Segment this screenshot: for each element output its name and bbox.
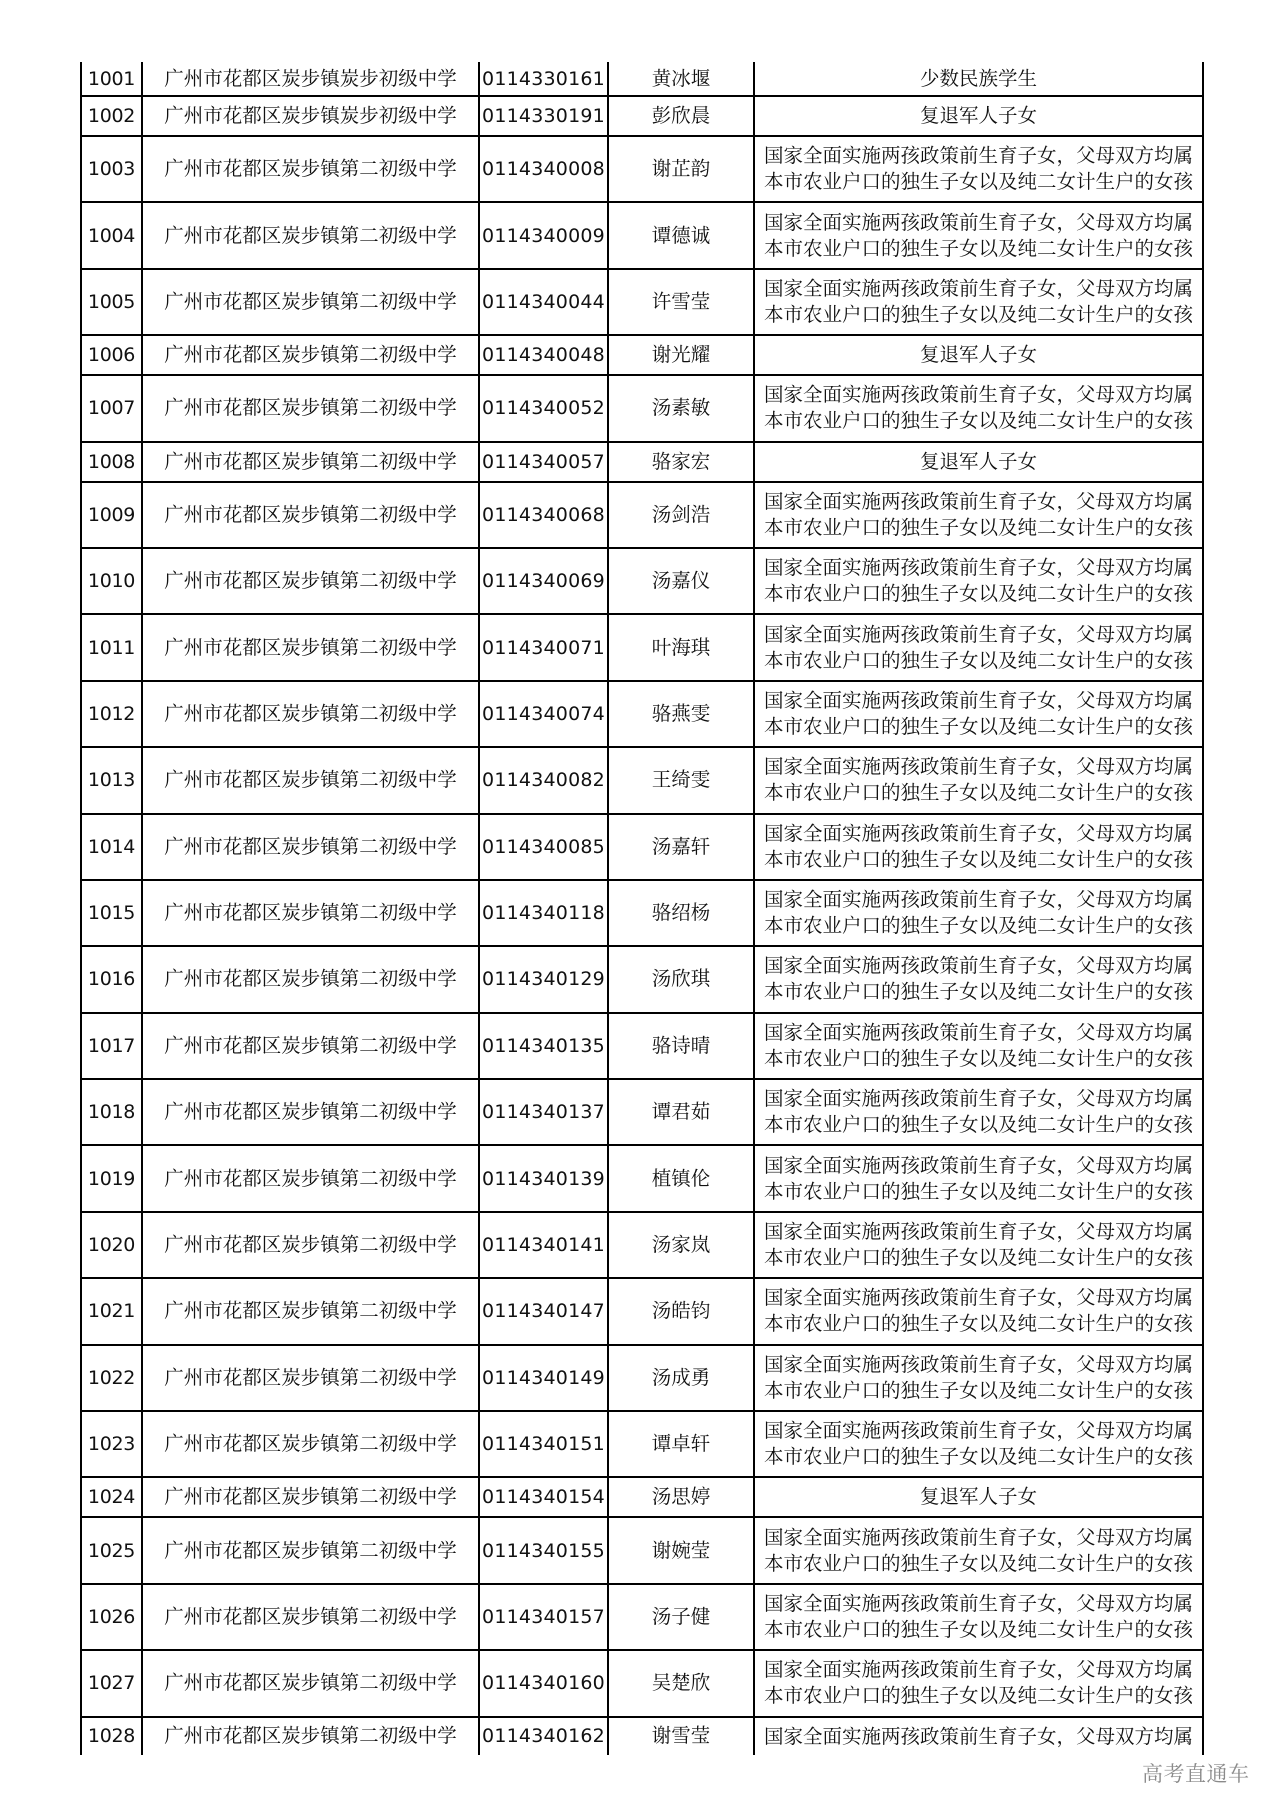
school-name-cell: 广州市花都区炭步镇第二初级中学 (142, 1278, 479, 1344)
row-number-cell: 1008 (81, 442, 142, 482)
category-cell (754, 1345, 1203, 1411)
student-name-cell: 汤家岚 (608, 1212, 754, 1278)
student-list-table-container (80, 62, 1202, 1755)
table-row (81, 482, 1203, 548)
category-cell (754, 96, 1203, 136)
category-text-line: 复退军人子女 (919, 343, 1037, 367)
school-name-cell: 广州市花都区炭步镇第二初级中学 (142, 747, 479, 813)
category-text-line: 国家全面实施两孩政策前生育子女，父母双方均属 (763, 1724, 1193, 1748)
table-row (81, 375, 1203, 441)
category-cell (754, 1717, 1203, 1755)
student-name-cell: 汤皓钧 (608, 1278, 754, 1344)
row-number-cell: 1017 (81, 1013, 142, 1079)
student-id-cell: 0114340151 (479, 1411, 608, 1477)
student-name-cell: 谢光耀 (608, 335, 754, 375)
row-number-cell: 1002 (81, 96, 142, 136)
table-row (81, 1717, 1203, 1755)
student-name-cell: 谢婉莹 (608, 1517, 754, 1583)
row-number-cell: 1001 (81, 62, 142, 96)
category-text-line: 本市农业户口的独生子女以及纯二女计生户的女孩 (763, 1684, 1193, 1708)
table-row (81, 1079, 1203, 1145)
category-cell (754, 1212, 1203, 1278)
category-text-line: 国家全面实施两孩政策前生育子女，父母双方均属 (763, 1220, 1193, 1244)
student-id-cell: 0114340057 (479, 442, 608, 482)
school-name-cell: 广州市花都区炭步镇第二初级中学 (142, 269, 479, 335)
category-cell (754, 62, 1203, 96)
category-cell (754, 880, 1203, 946)
category-cell (754, 1013, 1203, 1079)
category-cell (754, 614, 1203, 680)
category-text-line: 国家全面实施两孩政策前生育子女，父母双方均属 (763, 383, 1193, 407)
category-cell (754, 747, 1203, 813)
category-text-line: 国家全面实施两孩政策前生育子女，父母双方均属 (763, 144, 1193, 168)
category-text-line: 本市农业户口的独生子女以及纯二女计生户的女孩 (763, 1312, 1193, 1336)
student-id-cell: 0114340154 (479, 1477, 608, 1517)
category-cell (754, 1584, 1203, 1650)
row-number-cell: 1022 (81, 1345, 142, 1411)
student-id-cell: 0114340052 (479, 375, 608, 441)
table-row (81, 814, 1203, 880)
table-row (81, 1584, 1203, 1650)
category-text-line: 本市农业户口的独生子女以及纯二女计生户的女孩 (763, 1113, 1193, 1137)
table-row (81, 1650, 1203, 1716)
category-text-line: 本市农业户口的独生子女以及纯二女计生户的女孩 (763, 1046, 1193, 1070)
student-name-cell: 汤思婷 (608, 1477, 754, 1517)
row-number-cell: 1006 (81, 335, 142, 375)
row-number-cell: 1010 (81, 548, 142, 614)
row-number-cell: 1020 (81, 1212, 142, 1278)
category-cell (754, 1477, 1203, 1517)
school-name-cell: 广州市花都区炭步镇炭步初级中学 (142, 62, 479, 96)
row-number-cell: 1009 (81, 482, 142, 548)
school-name-cell: 广州市花都区炭步镇第二初级中学 (142, 814, 479, 880)
category-cell (754, 269, 1203, 335)
student-name-cell: 谭君茹 (608, 1079, 754, 1145)
student-id-cell: 0114340085 (479, 814, 608, 880)
student-id-cell: 0114340009 (479, 202, 608, 268)
row-number-cell: 1014 (81, 814, 142, 880)
student-id-cell: 0114330161 (479, 62, 608, 96)
category-text-line: 本市农业户口的独生子女以及纯二女计生户的女孩 (763, 980, 1193, 1004)
category-text-line: 本市农业户口的独生子女以及纯二女计生户的女孩 (763, 714, 1193, 738)
table-body (81, 62, 1203, 1755)
category-text-line: 本市农业户口的独生子女以及纯二女计生户的女孩 (763, 1551, 1193, 1575)
table-row (81, 1411, 1203, 1477)
row-number-cell: 1016 (81, 946, 142, 1012)
school-name-cell: 广州市花都区炭步镇第二初级中学 (142, 1079, 479, 1145)
category-cell (754, 482, 1203, 548)
category-text-line: 少数民族学生 (919, 66, 1037, 90)
table-row (81, 614, 1203, 680)
student-name-cell: 汤剑浩 (608, 482, 754, 548)
category-cell (754, 136, 1203, 202)
student-name-cell: 汤素敏 (608, 375, 754, 441)
table-row (81, 335, 1203, 375)
category-cell (754, 202, 1203, 268)
school-name-cell: 广州市花都区炭步镇第二初级中学 (142, 1717, 479, 1755)
student-id-cell: 0114340157 (479, 1584, 608, 1650)
category-text-line: 国家全面实施两孩政策前生育子女，父母双方均属 (763, 276, 1193, 300)
school-name-cell: 广州市花都区炭步镇第二初级中学 (142, 1013, 479, 1079)
category-text-line: 国家全面实施两孩政策前生育子女，父母双方均属 (763, 1592, 1193, 1615)
category-text-line: 国家全面实施两孩政策前生育子女，父母双方均属 (763, 556, 1193, 580)
category-text-line: 本市农业户口的独生子女以及纯二女计生户的女孩 (763, 236, 1193, 260)
category-cell (754, 946, 1203, 1012)
category-text-line: 本市农业户口的独生子女以及纯二女计生户的女孩 (763, 1445, 1193, 1469)
school-name-cell: 广州市花都区炭步镇第二初级中学 (142, 681, 479, 747)
category-text-line: 国家全面实施两孩政策前生育子女，父母双方均属 (763, 1525, 1193, 1549)
student-id-cell: 0114340069 (479, 548, 608, 614)
category-text-line: 本市农业户口的独生子女以及纯二女计生户的女孩 (763, 1378, 1193, 1402)
student-name-cell: 骆燕雯 (608, 681, 754, 747)
category-text-line: 本市农业户口的独生子女以及纯二女计生户的女孩 (763, 914, 1193, 938)
table-row (81, 1212, 1203, 1278)
category-text-line: 国家全面实施两孩政策前生育子女，父母双方均属 (763, 1020, 1193, 1044)
row-number-cell: 1023 (81, 1411, 142, 1477)
student-id-cell: 0114340160 (479, 1650, 608, 1716)
student-id-cell: 0114340068 (479, 482, 608, 548)
school-name-cell: 广州市花都区炭步镇第二初级中学 (142, 1411, 479, 1477)
row-number-cell: 1028 (81, 1717, 142, 1755)
table-row (81, 548, 1203, 614)
student-name-cell: 许雪莹 (608, 269, 754, 335)
school-name-cell: 广州市花都区炭步镇第二初级中学 (142, 1145, 479, 1211)
school-name-cell: 广州市花都区炭步镇第二初级中学 (142, 1477, 479, 1517)
category-text-line: 本市农业户口的独生子女以及纯二女计生户的女孩 (763, 1179, 1193, 1203)
category-text-line: 复退军人子女 (919, 104, 1037, 127)
category-text-line: 本市农业户口的独生子女以及纯二女计生户的女孩 (763, 1246, 1193, 1270)
row-number-cell: 1015 (81, 880, 142, 946)
table-row (81, 681, 1203, 747)
student-name-cell: 汤嘉轩 (608, 814, 754, 880)
table-row (81, 1278, 1203, 1344)
table-row (81, 96, 1203, 136)
category-text-line: 本市农业户口的独生子女以及纯二女计生户的女孩 (763, 170, 1193, 194)
table-row (81, 1345, 1203, 1411)
row-number-cell: 1026 (81, 1584, 142, 1650)
student-name-cell: 谢雪莹 (608, 1717, 754, 1755)
category-text-line: 本市农业户口的独生子女以及纯二女计生户的女孩 (763, 409, 1193, 433)
category-cell (754, 814, 1203, 880)
category-text-line: 本市农业户口的独生子女以及纯二女计生户的女孩 (763, 648, 1193, 672)
row-number-cell: 1018 (81, 1079, 142, 1145)
category-text-line: 国家全面实施两孩政策前生育子女，父母双方均属 (763, 1087, 1193, 1111)
category-cell (754, 548, 1203, 614)
row-number-cell: 1005 (81, 269, 142, 335)
student-name-cell: 汤成勇 (608, 1345, 754, 1411)
student-id-cell: 0114340162 (479, 1717, 608, 1755)
school-name-cell: 广州市花都区炭步镇第二初级中学 (142, 136, 479, 202)
table-row (81, 747, 1203, 813)
table-row (81, 269, 1203, 335)
category-text-line: 本市农业户口的独生子女以及纯二女计生户的女孩 (763, 1618, 1193, 1641)
category-text-line: 国家全面实施两孩政策前生育子女，父母双方均属 (763, 1658, 1193, 1682)
student-name-cell: 谢芷韵 (608, 136, 754, 202)
table-row (81, 1517, 1203, 1583)
row-number-cell: 1004 (81, 202, 142, 268)
category-cell (754, 681, 1203, 747)
student-name-cell: 王绮雯 (608, 747, 754, 813)
category-cell (754, 1517, 1203, 1583)
student-id-cell: 0114340074 (479, 681, 608, 747)
category-text-line: 国家全面实施两孩政策前生育子女，父母双方均属 (763, 954, 1193, 978)
student-id-cell: 0114340082 (479, 747, 608, 813)
student-id-cell: 0114330191 (479, 96, 608, 136)
category-text-line: 国家全面实施两孩政策前生育子女，父母双方均属 (763, 755, 1193, 779)
student-name-cell: 彭欣晨 (608, 96, 754, 136)
student-id-cell: 0114340048 (479, 335, 608, 375)
category-text-line: 本市农业户口的独生子女以及纯二女计生户的女孩 (763, 781, 1193, 805)
table-row (81, 1013, 1203, 1079)
student-name-cell: 吴楚欣 (608, 1650, 754, 1716)
school-name-cell: 广州市花都区炭步镇炭步初级中学 (142, 96, 479, 136)
student-id-cell: 0114340139 (479, 1145, 608, 1211)
row-number-cell: 1013 (81, 747, 142, 813)
student-list-table (80, 62, 1204, 1755)
table-row (81, 202, 1203, 268)
student-name-cell: 黄冰堰 (608, 62, 754, 96)
category-text-line: 国家全面实施两孩政策前生育子女，父母双方均属 (763, 1286, 1193, 1310)
student-name-cell: 骆绍杨 (608, 880, 754, 946)
category-text-line: 国家全面实施两孩政策前生育子女，父母双方均属 (763, 210, 1193, 234)
category-text-line: 国家全面实施两孩政策前生育子女，父母双方均属 (763, 688, 1193, 712)
student-name-cell: 汤嘉仪 (608, 548, 754, 614)
student-id-cell: 0114340118 (479, 880, 608, 946)
table-row (81, 946, 1203, 1012)
category-text-line: 国家全面实施两孩政策前生育子女，父母双方均属 (763, 622, 1193, 646)
row-number-cell: 1011 (81, 614, 142, 680)
student-id-cell: 0114340071 (479, 614, 608, 680)
row-number-cell: 1003 (81, 136, 142, 202)
category-text-line: 国家全面实施两孩政策前生育子女，父母双方均属 (763, 821, 1193, 845)
school-name-cell: 广州市花都区炭步镇第二初级中学 (142, 1212, 479, 1278)
student-name-cell: 谭德诚 (608, 202, 754, 268)
student-id-cell: 0114340141 (479, 1212, 608, 1278)
category-cell (754, 375, 1203, 441)
category-cell (754, 1411, 1203, 1477)
category-cell (754, 1278, 1203, 1344)
category-text-line: 国家全面实施两孩政策前生育子女，父母双方均属 (763, 1352, 1193, 1376)
student-id-cell: 0114340135 (479, 1013, 608, 1079)
category-cell (754, 442, 1203, 482)
student-name-cell: 汤子健 (608, 1584, 754, 1650)
school-name-cell: 广州市花都区炭步镇第二初级中学 (142, 548, 479, 614)
category-text-line: 本市农业户口的独生子女以及纯二女计生户的女孩 (763, 847, 1193, 871)
category-text-line: 国家全面实施两孩政策前生育子女，父母双方均属 (763, 1153, 1193, 1177)
row-number-cell: 1027 (81, 1650, 142, 1716)
category-text-line: 复退军人子女 (919, 449, 1037, 473)
student-id-cell: 0114340044 (479, 269, 608, 335)
school-name-cell: 广州市花都区炭步镇第二初级中学 (142, 375, 479, 441)
row-number-cell: 1024 (81, 1477, 142, 1517)
student-id-cell: 0114340137 (479, 1079, 608, 1145)
school-name-cell: 广州市花都区炭步镇第二初级中学 (142, 1517, 479, 1583)
school-name-cell: 广州市花都区炭步镇第二初级中学 (142, 482, 479, 548)
row-number-cell: 1007 (81, 375, 142, 441)
category-text-line: 本市农业户口的独生子女以及纯二女计生户的女孩 (763, 515, 1193, 539)
school-name-cell: 广州市花都区炭步镇第二初级中学 (142, 614, 479, 680)
row-number-cell: 1025 (81, 1517, 142, 1583)
school-name-cell: 广州市花都区炭步镇第二初级中学 (142, 1584, 479, 1650)
category-cell (754, 1079, 1203, 1145)
row-number-cell: 1019 (81, 1145, 142, 1211)
table-row (81, 62, 1203, 96)
category-text-line: 复退军人子女 (919, 1485, 1037, 1509)
school-name-cell: 广州市花都区炭步镇第二初级中学 (142, 1650, 479, 1716)
category-cell (754, 1145, 1203, 1211)
student-id-cell: 0114340008 (479, 136, 608, 202)
category-text-line: 国家全面实施两孩政策前生育子女，父母双方均属 (763, 888, 1193, 912)
student-id-cell: 0114340149 (479, 1345, 608, 1411)
category-text-line: 国家全面实施两孩政策前生育子女，父母双方均属 (763, 489, 1193, 513)
student-id-cell: 0114340129 (479, 946, 608, 1012)
category-text-line: 国家全面实施两孩政策前生育子女，父母双方均属 (763, 1419, 1193, 1443)
row-number-cell: 1012 (81, 681, 142, 747)
school-name-cell: 广州市花都区炭步镇第二初级中学 (142, 202, 479, 268)
category-text-line: 本市农业户口的独生子女以及纯二女计生户的女孩 (763, 582, 1193, 606)
row-number-cell: 1021 (81, 1278, 142, 1344)
student-name-cell: 植镇伦 (608, 1145, 754, 1211)
category-cell (754, 335, 1203, 375)
student-name-cell: 骆诗晴 (608, 1013, 754, 1079)
student-id-cell: 0114340147 (479, 1278, 608, 1344)
school-name-cell: 广州市花都区炭步镇第二初级中学 (142, 442, 479, 482)
table-row (81, 442, 1203, 482)
table-row (81, 1477, 1203, 1517)
student-id-cell: 0114340155 (479, 1517, 608, 1583)
student-name-cell: 骆家宏 (608, 442, 754, 482)
school-name-cell: 广州市花都区炭步镇第二初级中学 (142, 880, 479, 946)
table-row (81, 1145, 1203, 1211)
watermark-text: 高考直通车 (1142, 1762, 1250, 1786)
student-name-cell: 叶海琪 (608, 614, 754, 680)
student-name-cell: 谭卓轩 (608, 1411, 754, 1477)
table-row (81, 136, 1203, 202)
category-cell (754, 1650, 1203, 1716)
table-row (81, 880, 1203, 946)
student-name-cell: 汤欣琪 (608, 946, 754, 1012)
category-text-line: 本市农业户口的独生子女以及纯二女计生户的女孩 (763, 302, 1193, 326)
school-name-cell: 广州市花都区炭步镇第二初级中学 (142, 335, 479, 375)
school-name-cell: 广州市花都区炭步镇第二初级中学 (142, 1345, 479, 1411)
school-name-cell: 广州市花都区炭步镇第二初级中学 (142, 946, 479, 1012)
